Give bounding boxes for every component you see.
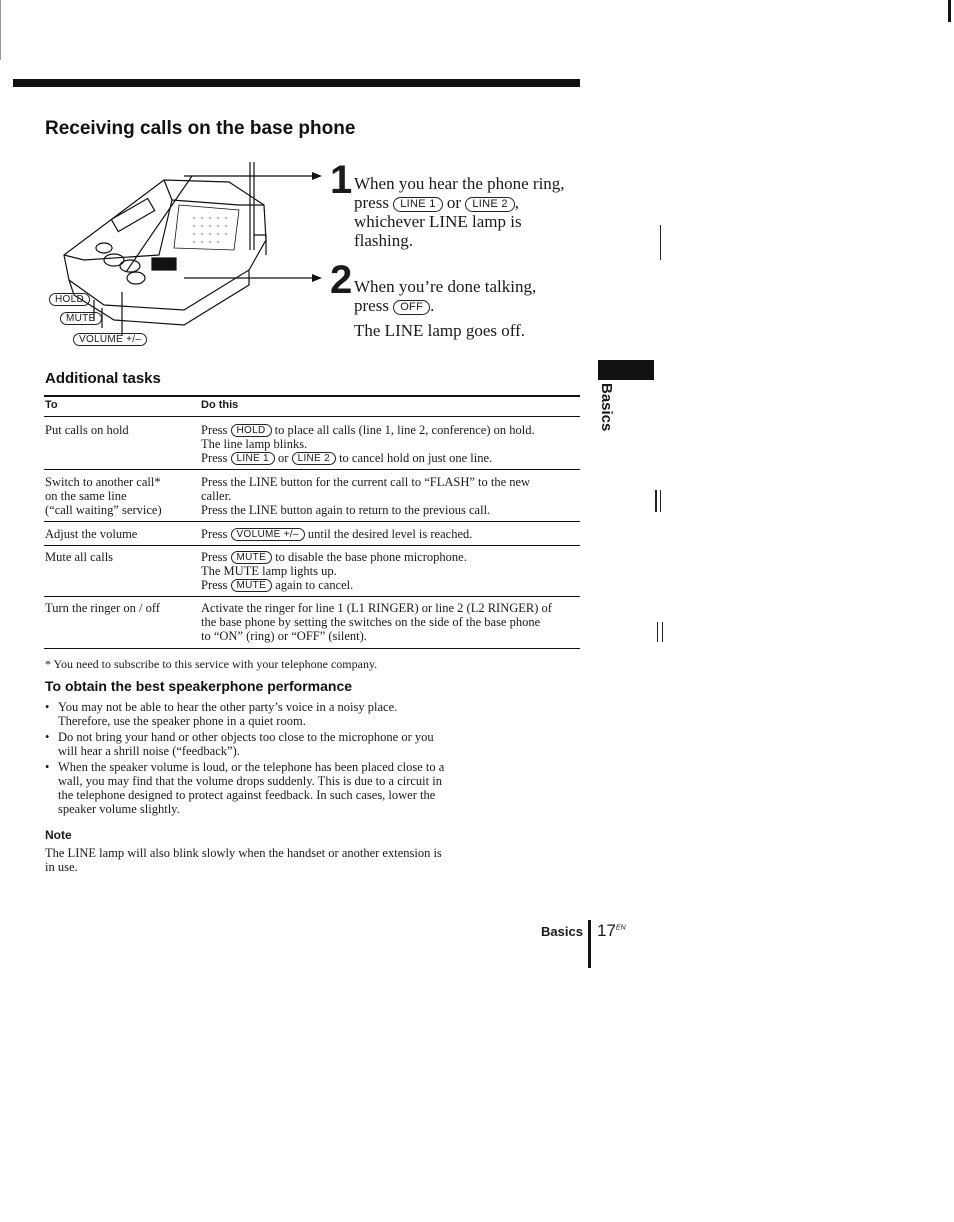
list-item: • You may not be able to hear the other party’s voice in a noisy place. Therefore, use the speaker phone in a quiet room.: [45, 700, 505, 728]
table-header-rule: [44, 416, 580, 417]
side-tab: [598, 360, 654, 380]
table-row-5-do: Activate the ringer for line 1 (L1 RINGER) or line 2 (L2 RINGER) of the base phone by setting the switches on the side of the base phone to “ON” (ring) or “OFF” (silent).: [201, 601, 552, 643]
page-edge-mark: [0, 0, 1, 60]
margin-mark: [660, 225, 661, 260]
mute-button-label: MUTE: [60, 312, 102, 325]
note-heading: Note: [45, 828, 72, 842]
hold-button-label: HOLD: [49, 293, 90, 306]
footer-section: Basics: [541, 924, 583, 939]
table-row-rule: [44, 521, 580, 522]
volume-button: VOLUME +/–: [231, 528, 305, 541]
table-row-2-to: Switch to another call* on the same line (“call waiting” service): [45, 475, 162, 517]
table-row-5-to: Turn the ringer on / off: [45, 601, 160, 615]
note-text: The LINE lamp will also blink slowly when the handset or another extension is in use.: [45, 846, 442, 874]
line-1-button: LINE 1: [393, 197, 442, 212]
step-2-note: The LINE lamp goes off.: [354, 321, 526, 340]
list-item: • When the speaker volume is loud, or the telephone has been placed close to a wall, you may find that the volume drops suddenly. This is due to a circuit in the telephone designed to protect against feedback. In such cases, lower the speaker volume slightly.: [45, 760, 505, 816]
step-2-line-2: [354, 296, 594, 315]
side-tab-label: Basics: [598, 383, 615, 432]
step-2-period: .: [430, 296, 435, 315]
additional-tasks-heading: Additional tasks: [45, 370, 161, 387]
step-1-line-4: flashing.: [354, 231, 414, 250]
table-row-rule: [44, 469, 580, 470]
table-top-rule: [44, 395, 580, 397]
section-title: Receiving calls on the base phone: [45, 118, 356, 139]
off-button: OFF: [393, 300, 430, 315]
footnote: * You need to subscribe to this service with your telephone company.: [45, 657, 378, 671]
page-number: $17^{EN}$: [597, 921, 626, 940]
mute-button: MUTE: [231, 551, 273, 564]
hold-button: HOLD: [231, 424, 272, 437]
volume-button-label: VOLUME +/–: [73, 333, 147, 346]
table-row-3-do: Press VOLUME +/– until the desired level is reached.: [201, 527, 473, 541]
step-2-press: press: [354, 296, 389, 315]
speakerphone-tips: [45, 700, 505, 818]
table-row-4-to: Mute all calls: [45, 550, 114, 564]
crop-mark: [948, 0, 951, 22]
table-row-1-do: Press HOLD to place all calls (line 1, line 2, conference) on hold. The line lamp blinks. Press LINE 1 or LINE 2 to cancel hold on just one line.: [201, 423, 535, 465]
mute-button: MUTE: [231, 579, 273, 592]
margin-mark: [662, 622, 663, 642]
step-2-number: 2: [330, 258, 353, 302]
step-1-or: or: [446, 193, 462, 212]
table-header-to: To: [45, 399, 58, 411]
speakerphone-heading: To obtain the best speakerphone performance: [45, 678, 353, 694]
step-1-text: [354, 174, 594, 250]
step-2-line-1: When you’re done talking,: [354, 277, 537, 296]
table-row-rule: [44, 596, 580, 597]
top-rule: [13, 79, 580, 87]
step-1-line-3: whichever LINE lamp is: [354, 212, 522, 231]
base-phone-illustration: [44, 160, 364, 355]
margin-mark: [655, 490, 657, 512]
step-1-line-2: [354, 193, 594, 212]
table-row-4-do: Press MUTE to disable the base phone microphone. The MUTE lamp lights up. Press MUTE again to cancel.: [201, 550, 467, 592]
table-bottom-rule: [44, 648, 580, 649]
step-1-press: press: [354, 193, 389, 212]
step-1-line-1: When you hear the phone ring,: [354, 174, 565, 193]
table-row-1-to: Put calls on hold: [45, 423, 129, 437]
step-2-text: [354, 277, 594, 340]
footer-divider: [588, 920, 591, 968]
margin-mark: [657, 622, 658, 642]
list-item: • Do not bring your hand or other objects too close to the microphone or you will hear a shrill noise (“feedback”).: [45, 730, 505, 758]
step-1-comma: ,: [514, 193, 519, 212]
table-header-do: Do this: [201, 399, 239, 411]
table-row-rule: [44, 545, 580, 546]
line-2-button: LINE 2: [292, 452, 336, 465]
step-1-number: 1: [330, 158, 353, 202]
table-row-2-do: Press the LINE button for the current call to “FLASH” to the new caller. Press the LINE button again to return to the previous call.: [201, 475, 531, 517]
line-1-button: LINE 1: [231, 452, 275, 465]
line-2-button: LINE 2: [465, 197, 514, 212]
margin-mark: [660, 490, 661, 512]
table-row-3-to: Adjust the volume: [45, 527, 138, 541]
